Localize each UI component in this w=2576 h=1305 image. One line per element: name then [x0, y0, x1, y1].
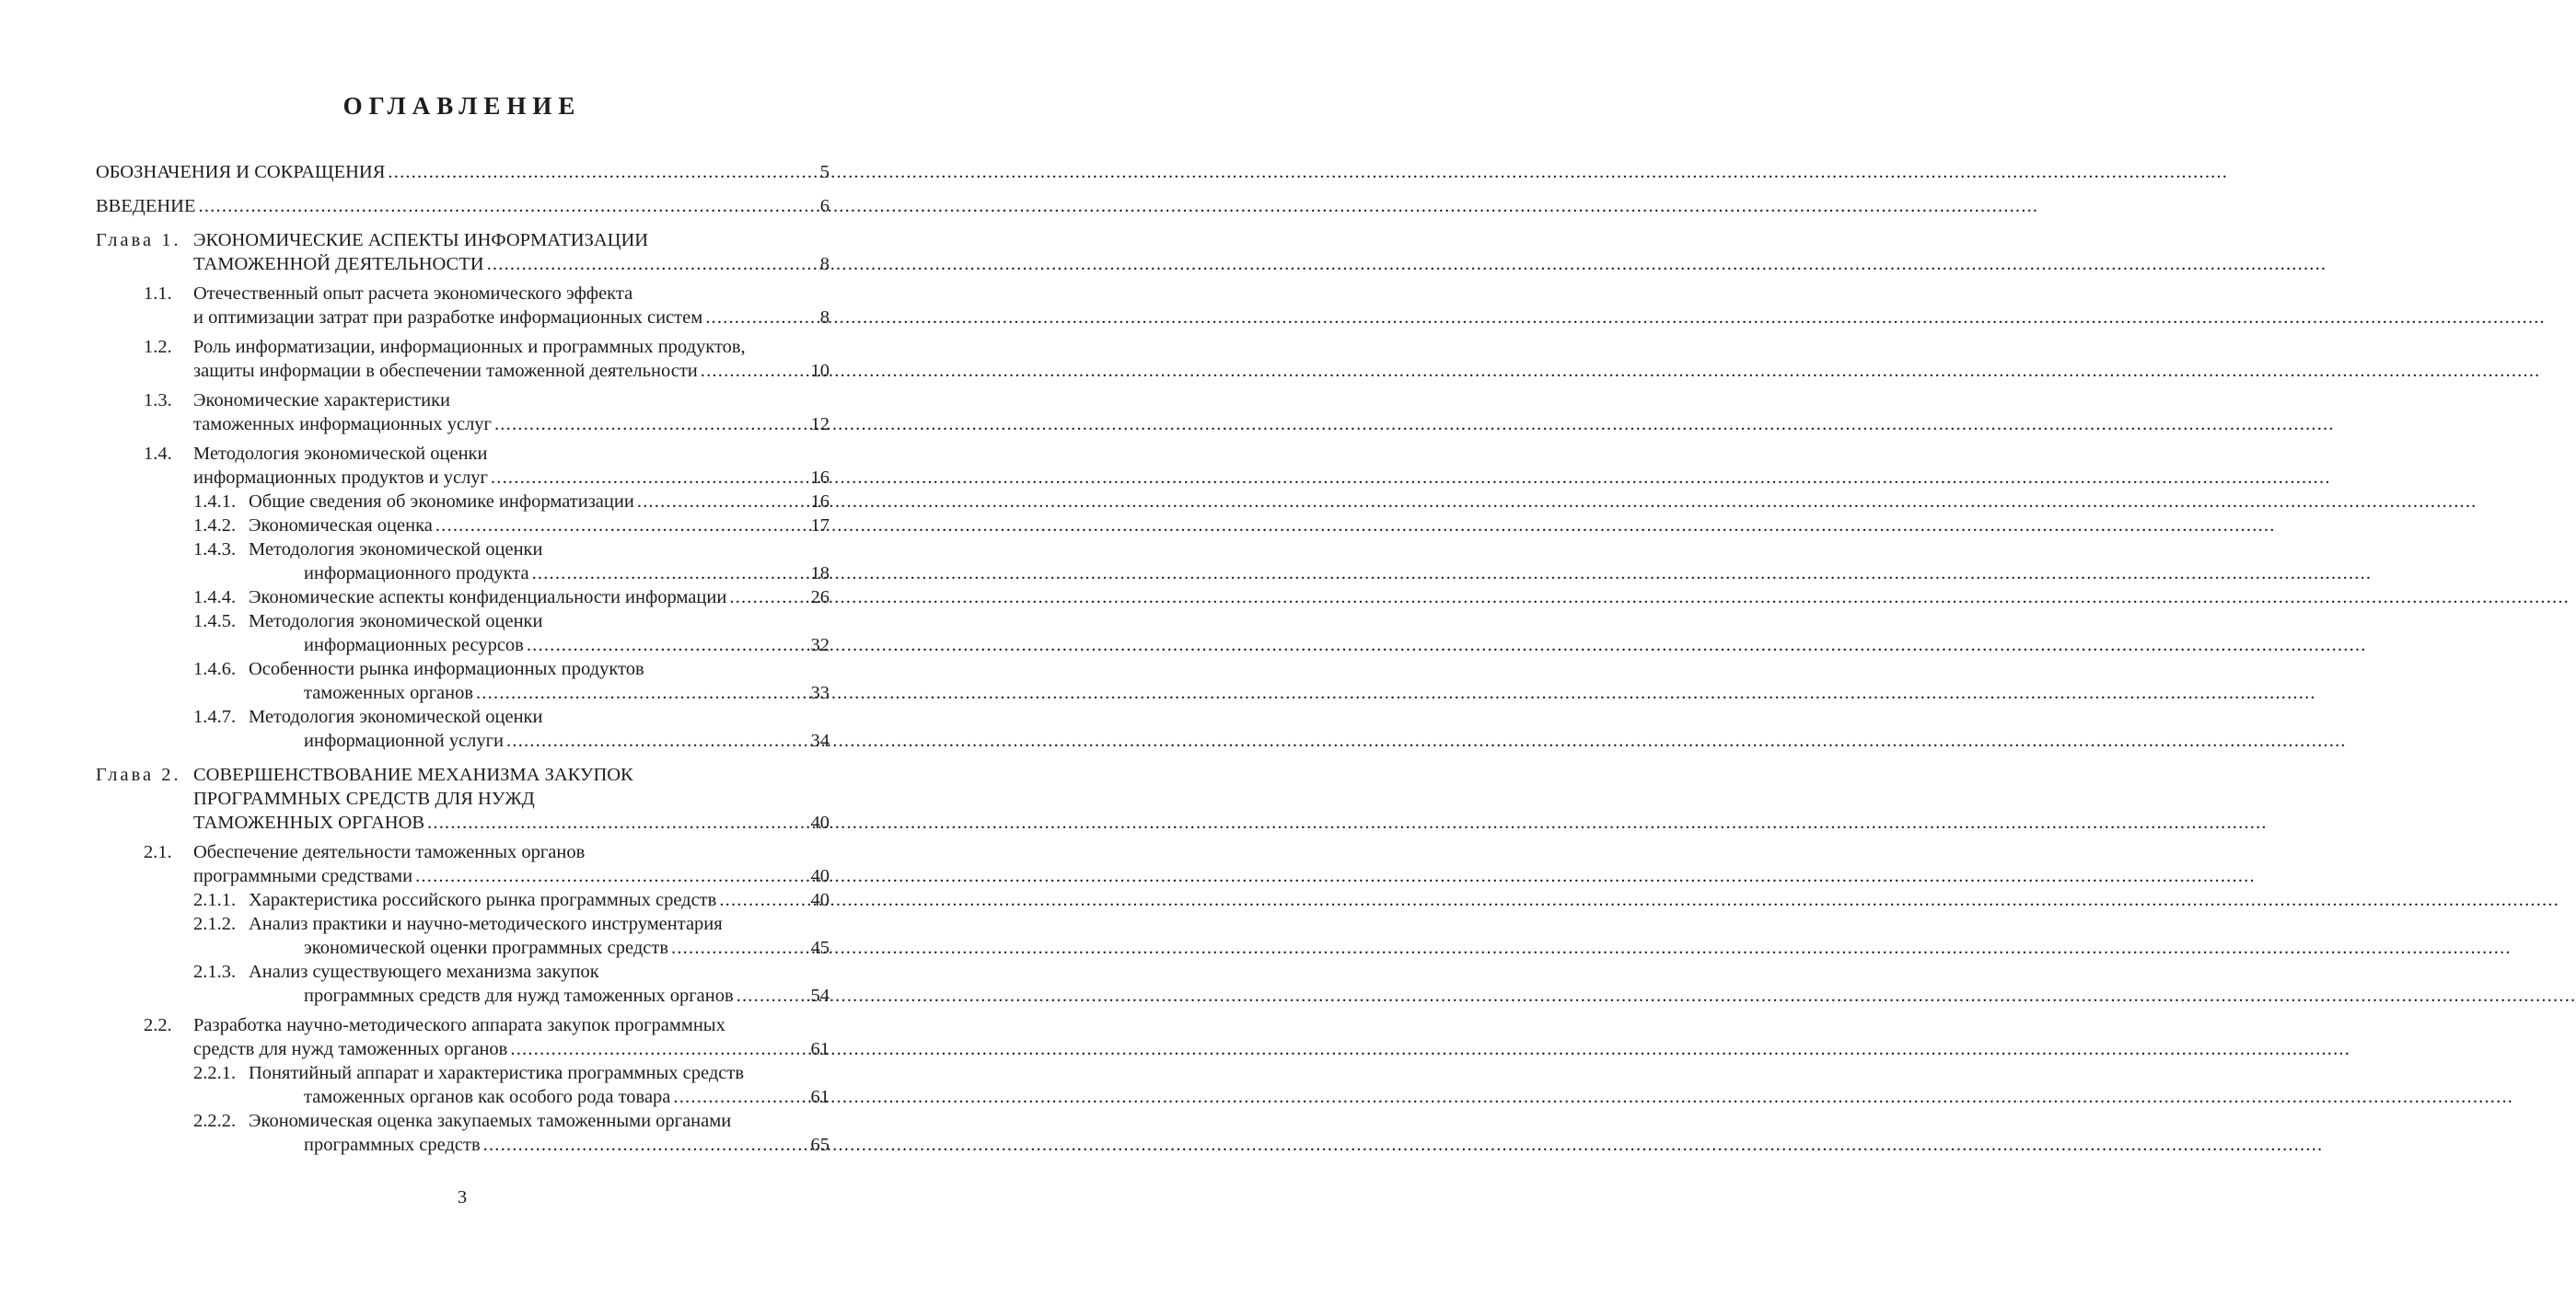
dot-leader — [487, 252, 817, 276]
toc-entry[interactable] — [96, 705, 830, 753]
toc-entry-page: 54 — [810, 986, 830, 1006]
toc-entry-number: 2.2. — [144, 1015, 172, 1035]
toc-entry[interactable] — [96, 1013, 830, 1061]
toc-entry-text: Методология экономической оценки — [249, 707, 543, 727]
toc-entry-text: Отечественный опыт расчета экономического эффекта — [193, 283, 633, 304]
toc-entry-text: программных средств для нужд таможенных органов — [304, 986, 734, 1006]
toc-entry[interactable] — [96, 840, 830, 888]
toc-entry[interactable] — [96, 537, 830, 585]
dot-leader — [506, 729, 806, 753]
toc-entry-number: 1.4.5. — [193, 611, 237, 631]
toc-entry-page: 40 — [810, 813, 830, 833]
toc-entry-page: 33 — [810, 683, 830, 703]
toc-entry-text: экономической оценки программных средств — [304, 938, 669, 958]
toc-entry-page: 65 — [810, 1135, 830, 1155]
toc-entry[interactable] — [96, 194, 830, 218]
toc-entry-text: информационных продуктов и услуг — [193, 468, 488, 488]
toc-entry-text: программных средств — [304, 1135, 481, 1155]
toc-entry-page: 8 — [819, 307, 830, 328]
toc-entry-text: ПРОГРАММНЫХ СРЕДСТВ ДЛЯ НУЖД — [193, 789, 535, 809]
toc-entry-number: 2.1. — [144, 842, 172, 862]
toc-entry[interactable] — [96, 763, 830, 835]
toc-entry[interactable] — [96, 888, 830, 912]
toc-entry-text: таможенных органов как особого рода товара — [304, 1087, 671, 1107]
toc-entry-number: 1.4. — [144, 444, 172, 464]
toc-entry-text: Экономическая оценка — [249, 515, 433, 536]
toc-entry-text: Общие сведения об экономике информатизации — [249, 491, 634, 512]
dot-leader — [637, 490, 807, 514]
toc-entry-text: таможенных органов — [304, 683, 474, 703]
dot-leader — [719, 888, 806, 912]
dot-leader — [701, 359, 807, 383]
dot-leader — [494, 412, 807, 436]
dot-leader — [388, 160, 816, 184]
toc-entry[interactable] — [96, 282, 830, 329]
toc-entry-page: 5 — [819, 162, 830, 182]
toc-entry-page: 18 — [810, 563, 830, 583]
toc-entry-text: Методология экономической оценки — [249, 611, 543, 631]
toc-entry-page: 6 — [819, 196, 830, 216]
dot-leader — [705, 306, 817, 329]
toc-entry-page: 26 — [810, 587, 830, 607]
toc-entry-text: ВВЕДЕНИЕ — [96, 196, 196, 216]
toc-entry-text: ЭКОНОМИЧЕСКИЕ АСПЕКТЫ ИНФОРМАТИЗАЦИИ — [193, 230, 649, 250]
toc-entry-number: 1.4.1. — [193, 491, 237, 512]
toc-entry-number: 2.2.2. — [193, 1111, 237, 1131]
dot-leader — [199, 194, 817, 218]
toc-entry-text: Понятийный аппарат и характеристика программных средств — [249, 1063, 744, 1083]
toc-entry-text: ТАМОЖЕННЫХ ОРГАНОВ — [193, 813, 425, 833]
toc-entry-page: 10 — [810, 361, 830, 381]
toc-entry-number: 1.4.2. — [193, 515, 237, 536]
toc-entry-text: Анализ практики и научно-методического инструментария — [249, 914, 723, 934]
dot-leader — [729, 585, 806, 609]
toc-entry-page: 16 — [810, 491, 830, 512]
toc-entry-text: защиты информации в обеспечении таможенной деятельности — [193, 361, 698, 381]
dot-leader — [415, 864, 806, 888]
toc-entry-text: информационной услуги — [304, 731, 505, 751]
toc-entry-number: 1.4.4. — [193, 587, 237, 607]
toc-entry-text: ОБОЗНАЧЕНИЯ И СОКРАЩЕНИЯ — [96, 162, 386, 182]
dot-leader — [491, 466, 807, 490]
toc-entry-number: 1.1. — [144, 283, 172, 304]
toc-entry[interactable] — [96, 585, 830, 609]
toc-entry-number: 2.1.1. — [193, 890, 237, 910]
toc-entry[interactable] — [96, 960, 830, 1008]
toc-entry-text: ТАМОЖЕННОЙ ДЕЯТЕЛЬНОСТИ — [193, 254, 484, 274]
toc-entry[interactable] — [96, 657, 830, 705]
toc-entry-page: 61 — [810, 1087, 830, 1107]
toc-entry[interactable] — [96, 1109, 830, 1157]
toc-entry[interactable] — [96, 160, 830, 184]
toc-entry[interactable] — [96, 514, 830, 537]
toc-entry-page: 40 — [810, 890, 830, 910]
toc-entry-text: Методология экономической оценки — [249, 539, 543, 560]
toc-entry-number: 2.1.3. — [193, 962, 237, 982]
toc-entry-number: 1.4.3. — [193, 539, 237, 560]
toc-entry-text: Экономические аспекты конфиденциальности информации — [249, 587, 727, 607]
toc-entry-text: Характеристика российского рынка программных средств — [249, 890, 717, 910]
toc-entry-text: средств для нужд таможенных органов — [193, 1039, 508, 1059]
toc-entry-text: информационного продукта — [304, 563, 529, 583]
toc-entry[interactable] — [96, 335, 830, 383]
toc-entry-text: и оптимизации затрат при разработке информационных систем — [193, 307, 703, 328]
toc-entry-text: Экономическая оценка закупаемых таможенными органами — [249, 1111, 732, 1131]
toc-entry[interactable] — [96, 1061, 830, 1109]
toc-entry-number: 1.4.6. — [193, 659, 237, 679]
toc-entry-page: 16 — [810, 468, 830, 488]
dot-leader — [527, 633, 807, 657]
toc-entry-text: Роль информатизации, информационных и программных продуктов, — [193, 337, 746, 357]
dot-leader — [673, 1085, 806, 1109]
toc-entry-page: 34 — [810, 731, 830, 751]
dot-leader — [532, 561, 807, 585]
dot-leader — [737, 984, 807, 1008]
toc-entry-page: 45 — [810, 938, 830, 958]
toc-entry[interactable] — [96, 490, 830, 514]
toc-entry[interactable] — [96, 388, 830, 436]
toc-entry-text: информационных ресурсов — [304, 635, 524, 655]
toc-entry-text: Методология экономической оценки — [193, 444, 488, 464]
toc-entry-text: программными средствами — [193, 866, 413, 886]
dot-leader — [671, 936, 806, 960]
toc-entry-text: СОВЕРШЕНСТВОВАНИЕ МЕХАНИЗМА ЗАКУПОК — [193, 765, 633, 785]
dot-leader — [483, 1133, 807, 1157]
toc-entry-text: Особенности рынка информационных продуктов — [249, 659, 644, 679]
toc-entry-number: Глава 2. — [96, 765, 181, 785]
toc-entry[interactable] — [96, 228, 830, 276]
toc-entry-number: 1.3. — [144, 390, 172, 410]
toc-entry-page: 40 — [810, 866, 830, 886]
toc-entry-text: Анализ существующего механизма закупок — [249, 962, 599, 982]
toc-entry[interactable] — [96, 442, 830, 490]
toc-entry-page: 17 — [810, 515, 830, 536]
toc-entry-number: 1.2. — [144, 337, 172, 357]
toc-entry-number: 2.1.2. — [193, 914, 237, 934]
toc-entry-text: Экономические характеристики — [193, 390, 451, 410]
table-of-contents — [96, 160, 830, 1157]
toc-entry-text: Разработка научно-методического аппарата закупок программных — [193, 1015, 725, 1035]
toc-entry[interactable] — [96, 609, 830, 657]
toc-entry-number: Глава 1. — [96, 230, 181, 250]
page-number: 3 — [457, 1187, 468, 1207]
toc-entry-number: 1.4.7. — [193, 707, 237, 727]
toc-entry-page: 32 — [810, 635, 830, 655]
toc-entry-number: 2.2.1. — [193, 1063, 237, 1083]
dot-leader — [476, 681, 806, 705]
dot-leader — [427, 811, 806, 835]
toc-entry-text: таможенных информационных услуг — [193, 414, 492, 434]
toc-entry-page: 12 — [810, 414, 830, 434]
toc-entry-page: 61 — [810, 1039, 830, 1059]
dot-leader — [435, 514, 807, 537]
dot-leader — [510, 1037, 806, 1061]
toc-title: ОГЛАВЛЕНИЕ — [342, 92, 582, 120]
toc-entry[interactable] — [96, 912, 830, 960]
toc-entry-page: 8 — [819, 254, 830, 274]
toc-entry-text: Обеспечение деятельности таможенных органов — [193, 842, 586, 862]
